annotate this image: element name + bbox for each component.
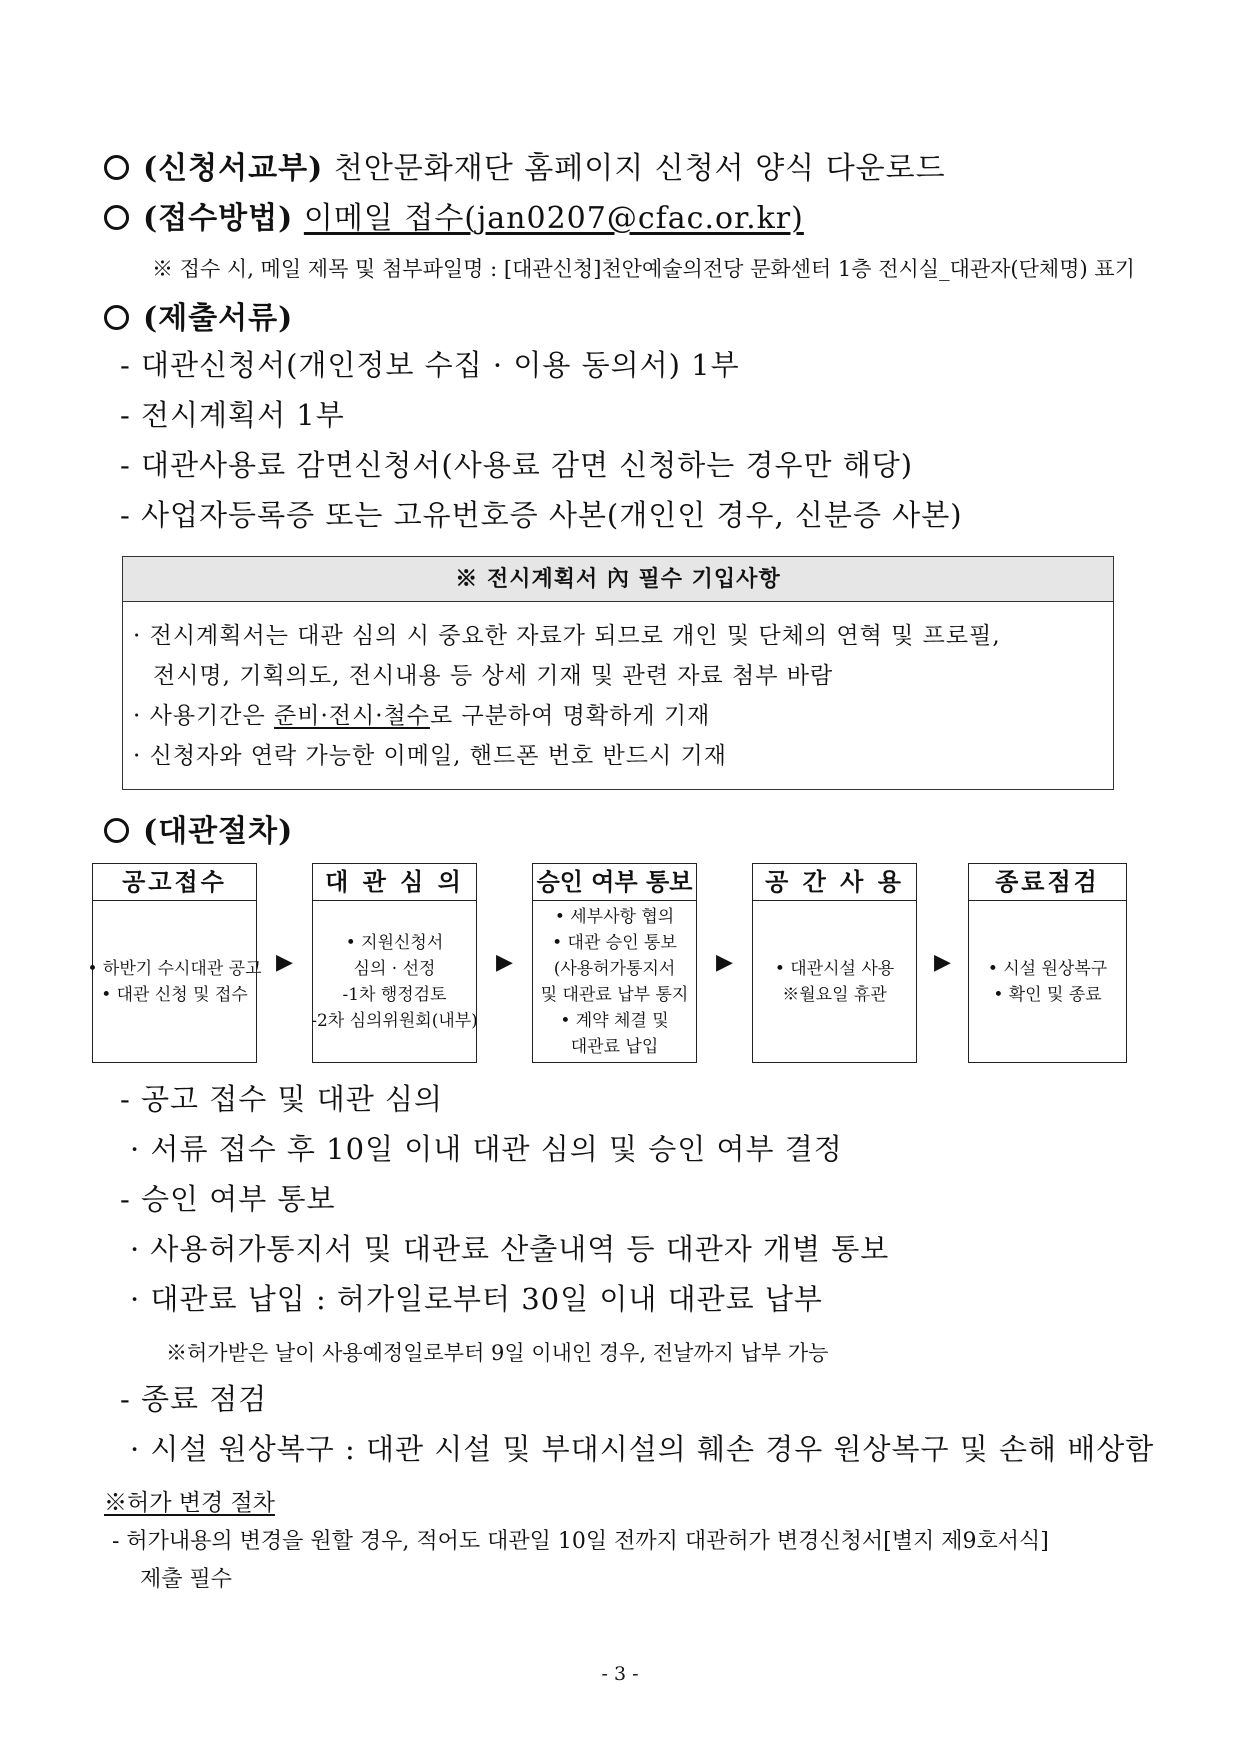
detail-line: · 서류 접수 후 10일 이내 대관 심의 및 승인 여부 결정	[130, 1132, 843, 1166]
procedure-step-line: • 세부사항 협의	[554, 906, 675, 927]
document-item: - 대관사용료 감면신청서(사용료 감면 신청하는 경우만 해당)	[120, 448, 914, 482]
procedure-step-line: -1차 행정검토	[342, 984, 447, 1005]
circle-bullet-icon	[104, 155, 129, 180]
procedure-step-line: (사용허가통지서	[553, 958, 676, 979]
procedure-step-title: 종료점검	[969, 864, 1126, 901]
detail-line: · 대관료 납입 : 허가일로부터 30일 이내 대관료 납부	[130, 1282, 823, 1316]
procedure-step-line: • 시설 원상복구	[987, 958, 1108, 979]
procedure-row	[104, 806, 293, 850]
notice-box	[122, 556, 1114, 790]
notice-box-title: ※ 전시계획서 內 필수 기입사항	[123, 557, 1113, 602]
documents-label: (제출서류)	[143, 301, 294, 336]
notice-line: · 신청자와 연락 가능한 이메일, 핸드폰 번호 반드시 기재	[133, 743, 727, 769]
circle-bullet-icon	[104, 818, 129, 843]
procedure-step-line: • 대관시설 사용	[774, 958, 895, 979]
procedure-step-line: • 대관 신청 및 접수	[101, 984, 248, 1005]
procedure-step-line: • 지원신청서	[345, 932, 444, 953]
reception-email-text[interactable]: 이메일 접수(jan0207@cfac.or.kr)	[303, 201, 804, 236]
notice-line: · 전시계획서는 대관 심의 시 중요한 자료가 되므로 개인 및 단체의 연혁 및 프로필,	[133, 623, 1001, 649]
circle-bullet-icon	[104, 305, 129, 330]
procedure-label: (대관절차)	[143, 814, 294, 849]
procedure-step-line: 및 대관료 납부 통지	[540, 984, 689, 1005]
detail-line: - 공고 접수 및 대관 심의	[120, 1082, 444, 1116]
procedure-step-title: 공고접수	[93, 864, 256, 901]
reception-label: (접수방법)	[143, 201, 294, 236]
document-item: - 사업자등록증 또는 고유번호증 사본(개인인 경우, 신분증 사본)	[120, 498, 963, 532]
change-title: ※허가 변경 절차	[104, 1490, 275, 1516]
procedure-step-line: 대관료 납입	[570, 1036, 659, 1057]
change-line: - 허가내용의 변경을 원할 경우, 적어도 대관일 10일 전까지 대관허가 변경신청서[별지 제9호서식]	[112, 1529, 1049, 1554]
procedure-step-line: -2차 심의위원회(내부)	[311, 1010, 478, 1031]
procedure-step-title: 대 관 심 의	[313, 864, 476, 901]
procedure-step-line: 심의 · 선정	[353, 958, 436, 979]
arrow-right-icon: ▶	[496, 950, 513, 975]
procedure-step-line: • 계약 체결 및	[560, 1010, 669, 1031]
detail-line: · 사용허가통지서 및 대관료 산출내역 등 대관자 개별 통보	[130, 1232, 890, 1266]
reception-row	[104, 193, 804, 237]
arrow-right-icon: ▶	[276, 950, 293, 975]
procedure-step	[312, 863, 477, 1063]
detail-note: ※허가받은 날이 사용예정일로부터 9일 이내인 경우, 전날까지 납부 가능	[166, 1341, 829, 1365]
arrow-right-icon: ▶	[716, 950, 733, 975]
reception-note: ※ 접수 시, 메일 제목 및 첨부파일명 : [대관신청]천안예술의전당 문화센터 1층 전시실_대관자(단체명) 표기	[152, 257, 1135, 281]
procedure-step-title: 공 간 사 용	[753, 864, 916, 901]
notice-line-prefix: · 사용기간은	[133, 703, 275, 729]
notice-line: 전시명, 기획의도, 전시내용 등 상세 기재 및 관련 자료 첨부 바람	[153, 663, 834, 689]
detail-line: - 종료 점검	[120, 1382, 268, 1416]
page-number: - 3 -	[601, 1663, 639, 1685]
arrow-right-icon: ▶	[934, 950, 951, 975]
change-line: 제출 필수	[140, 1567, 233, 1592]
notice-line	[133, 697, 710, 730]
detail-line: · 시설 원상복구 : 대관 시설 및 부대시설의 훼손 경우 원상복구 및 손해 배상함	[130, 1432, 1155, 1466]
document-item: - 전시계획서 1부	[120, 398, 345, 432]
application-text: 천안문화재단 홈페이지 신청서 양식 다운로드	[333, 151, 946, 186]
procedure-step-line: • 확인 및 종료	[993, 984, 1102, 1005]
documents-row	[104, 293, 293, 337]
application-row	[104, 143, 946, 187]
notice-line-suffix: 로 구분하여 명확하게 기재	[429, 703, 711, 729]
application-label: (신청서교부)	[143, 151, 324, 186]
procedure-step	[752, 863, 917, 1063]
procedure-step	[532, 863, 697, 1063]
procedure-step	[968, 863, 1127, 1063]
notice-line-underlined: 준비·전시·철수	[274, 703, 430, 729]
procedure-step-line: • 대관 승인 통보	[552, 932, 677, 953]
procedure-step-line: • 하반기 수시대관 공고	[87, 958, 262, 979]
procedure-step	[87, 863, 262, 1063]
document-item: - 대관신청서(개인정보 수집 · 이용 동의서) 1부	[120, 348, 740, 382]
procedure-step-line: ※월요일 휴관	[782, 984, 887, 1005]
circle-bullet-icon	[104, 205, 129, 230]
procedure-step-title: 승인 여부 통보	[533, 864, 696, 901]
detail-line: - 승인 여부 통보	[120, 1182, 336, 1216]
